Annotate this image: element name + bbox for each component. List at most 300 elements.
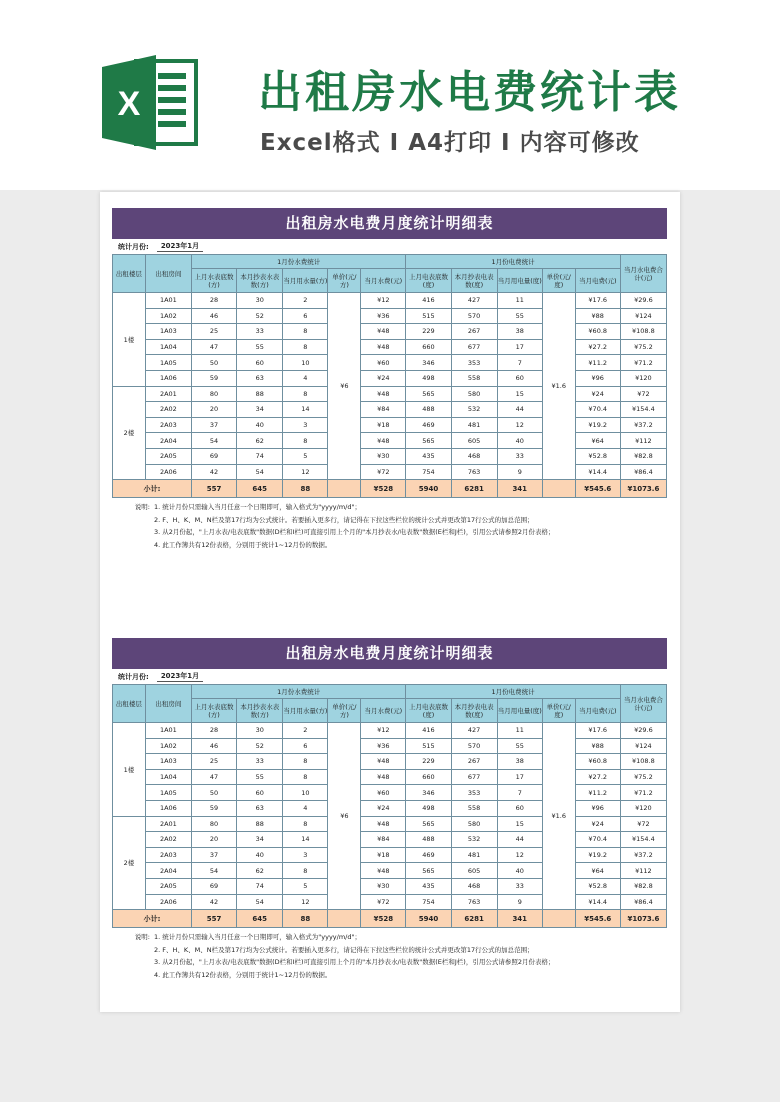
table-row <box>113 847 667 863</box>
room-cell: 2A06 <box>145 894 191 910</box>
water-used-cell: 3 <box>283 847 328 863</box>
totals-grand: ¥1073.6 <box>620 910 666 928</box>
water-cur-cell[interactable]: 52 <box>237 308 283 324</box>
elec-fee-cell: ¥60.8 <box>575 754 620 770</box>
table-row <box>113 816 667 832</box>
water-used-cell: 5 <box>283 878 328 894</box>
room-cell: 1A04 <box>145 339 191 355</box>
totals-empty <box>542 480 575 498</box>
water-used-cell: 8 <box>283 863 328 879</box>
total-cell: ¥154.4 <box>620 402 666 418</box>
header-floor: 出租楼层 <box>113 685 146 723</box>
header-water-used: 当月用水量(方) <box>283 269 328 293</box>
water-fee-cell: ¥48 <box>361 386 406 402</box>
water-used-cell: 12 <box>283 464 328 480</box>
water-cur-cell[interactable]: 52 <box>237 738 283 754</box>
water-cur-cell[interactable]: 63 <box>237 800 283 816</box>
room-cell: 2A04 <box>145 863 191 879</box>
elec-cur-cell[interactable]: 570 <box>451 308 497 324</box>
water-fee-cell: ¥48 <box>361 769 406 785</box>
water-fee-cell: ¥72 <box>361 894 406 910</box>
elec-prev-cell[interactable]: 469 <box>406 417 451 433</box>
elec-used-cell: 11 <box>497 723 542 739</box>
elec-cur-cell[interactable]: 677 <box>451 339 497 355</box>
total-cell: ¥86.4 <box>620 894 666 910</box>
notes <box>112 928 667 981</box>
header-water-fee: 当月水费(元) <box>361 269 406 293</box>
month-value[interactable]: 2023年1月 <box>157 241 203 252</box>
header-water-group: 1月份水费统计 <box>191 685 405 699</box>
total-cell: ¥112 <box>620 863 666 879</box>
total-cell: ¥120 <box>620 800 666 816</box>
water-used-cell: 8 <box>283 324 328 340</box>
room-cell: 1A01 <box>145 723 191 739</box>
sheet-banner: 出租房水电费月度统计明细表 <box>112 208 667 239</box>
note-line <box>112 931 667 944</box>
month-row <box>112 669 667 684</box>
elec-prev-cell[interactable]: 346 <box>406 785 451 801</box>
water-cur-cell[interactable]: 54 <box>237 894 283 910</box>
elec-prev-cell[interactable]: 565 <box>406 863 451 879</box>
elec-used-cell: 33 <box>497 448 542 464</box>
water-cur-cell[interactable]: 55 <box>237 339 283 355</box>
table-row <box>113 324 667 340</box>
header-water-used: 当月用水量(方) <box>283 699 328 723</box>
elec-fee-cell: ¥96 <box>575 800 620 816</box>
notes <box>112 498 667 551</box>
table-row <box>113 355 667 371</box>
elec-cur-cell[interactable]: 468 <box>451 448 497 464</box>
elec-used-cell: 40 <box>497 433 542 449</box>
elec-used-cell: 55 <box>497 738 542 754</box>
water-cur-cell[interactable]: 88 <box>237 816 283 832</box>
room-cell: 1A03 <box>145 754 191 770</box>
note-line <box>112 944 667 957</box>
total-cell: ¥71.2 <box>620 355 666 371</box>
water-prev-cell[interactable]: 54 <box>191 433 236 449</box>
floor-cell: 1楼 <box>113 293 146 387</box>
elec-fee-cell: ¥27.2 <box>575 339 620 355</box>
water-prev-cell[interactable]: 42 <box>191 894 236 910</box>
elec-prev-cell[interactable]: 498 <box>406 370 451 386</box>
header-elec-used: 当月用电量(度) <box>497 269 542 293</box>
header-elec-fee: 当月电费(元) <box>575 699 620 723</box>
elec-fee-cell: ¥52.8 <box>575 448 620 464</box>
totals-empty <box>328 480 361 498</box>
water-used-cell: 5 <box>283 448 328 464</box>
elec-prev-cell[interactable]: 229 <box>406 324 451 340</box>
elec-fee-cell: ¥11.2 <box>575 355 620 371</box>
elec-prev-cell[interactable]: 435 <box>406 448 451 464</box>
water-fee-cell: ¥12 <box>361 293 406 309</box>
header-water-fee: 当月水费(元) <box>361 699 406 723</box>
elec-fee-cell: ¥88 <box>575 738 620 754</box>
water-fee-cell: ¥48 <box>361 339 406 355</box>
elec-used-cell: 38 <box>497 754 542 770</box>
header-elec-prev: 上月电表底数(度) <box>406 699 451 723</box>
elec-prev-cell[interactable]: 469 <box>406 847 451 863</box>
elec-cur-cell[interactable]: 427 <box>451 293 497 309</box>
water-prev-cell[interactable]: 20 <box>191 832 236 848</box>
water-cur-cell[interactable]: 60 <box>237 355 283 371</box>
water-cur-cell[interactable]: 62 <box>237 863 283 879</box>
elec-prev-cell[interactable]: 346 <box>406 355 451 371</box>
header-elec-fee: 当月电费(元) <box>575 269 620 293</box>
water-fee-cell: ¥48 <box>361 324 406 340</box>
total-cell: ¥29.6 <box>620 723 666 739</box>
elec-used-cell: 9 <box>497 464 542 480</box>
totals-elec-used: 341 <box>497 480 542 498</box>
note-line <box>112 956 667 969</box>
water-fee-cell: ¥30 <box>361 448 406 464</box>
water-used-cell: 8 <box>283 769 328 785</box>
elec-price-cell[interactable]: ¥1.6 <box>542 293 575 480</box>
water-prev-cell[interactable]: 25 <box>191 324 236 340</box>
total-cell: ¥124 <box>620 738 666 754</box>
note-text: 4. 此工作簿共有12份表格，分别用于统计1~12月份的数据。 <box>154 970 332 979</box>
room-cell: 1A01 <box>145 293 191 309</box>
month-row <box>112 239 667 254</box>
note-line <box>112 526 667 539</box>
elec-used-cell: 38 <box>497 324 542 340</box>
elec-fee-cell: ¥11.2 <box>575 785 620 801</box>
elec-cur-cell[interactable]: 763 <box>451 894 497 910</box>
water-prev-cell[interactable]: 46 <box>191 738 236 754</box>
totals-label: 小计: <box>113 910 192 928</box>
elec-prev-cell[interactable]: 660 <box>406 769 451 785</box>
table-row <box>113 832 667 848</box>
table-row <box>113 863 667 879</box>
elec-fee-cell: ¥52.8 <box>575 878 620 894</box>
table-row <box>113 769 667 785</box>
water-prev-cell[interactable]: 80 <box>191 386 236 402</box>
header-room: 出租房间 <box>145 685 191 723</box>
note-line <box>112 501 667 514</box>
water-prev-cell[interactable]: 37 <box>191 847 236 863</box>
floor-cell: 2楼 <box>113 386 146 480</box>
water-fee-cell: ¥84 <box>361 832 406 848</box>
water-used-cell: 14 <box>283 832 328 848</box>
note-text: 1. 统计月份只需输入当月任意一个日期即可，输入格式为"yyyy/m/d"； <box>154 503 361 512</box>
elec-used-cell: 7 <box>497 785 542 801</box>
note-indent <box>112 969 154 982</box>
elec-fee-cell: ¥96 <box>575 370 620 386</box>
water-prev-cell[interactable]: 69 <box>191 878 236 894</box>
elec-cur-cell[interactable]: 481 <box>451 847 497 863</box>
elec-used-cell: 12 <box>497 847 542 863</box>
totals-row <box>113 480 667 498</box>
water-cur-cell[interactable]: 55 <box>237 769 283 785</box>
elec-prev-cell[interactable]: 488 <box>406 402 451 418</box>
elec-prev-cell[interactable]: 515 <box>406 308 451 324</box>
elec-prev-cell[interactable]: 660 <box>406 339 451 355</box>
water-cur-cell[interactable]: 30 <box>237 723 283 739</box>
elec-cur-cell[interactable]: 605 <box>451 863 497 879</box>
water-fee-cell: ¥72 <box>361 464 406 480</box>
water-cur-cell[interactable]: 62 <box>237 433 283 449</box>
table-row <box>113 800 667 816</box>
water-fee-cell: ¥30 <box>361 878 406 894</box>
header-water-price: 单价(元/方) <box>328 699 361 723</box>
water-used-cell: 3 <box>283 417 328 433</box>
elec-fee-cell: ¥70.4 <box>575 402 620 418</box>
water-used-cell: 6 <box>283 738 328 754</box>
room-cell: 1A03 <box>145 324 191 340</box>
water-prev-cell[interactable]: 47 <box>191 339 236 355</box>
water-fee-cell: ¥84 <box>361 402 406 418</box>
elec-cur-cell[interactable]: 677 <box>451 769 497 785</box>
elec-used-cell: 11 <box>497 293 542 309</box>
elec-cur-cell[interactable]: 267 <box>451 324 497 340</box>
elec-prev-cell[interactable]: 435 <box>406 878 451 894</box>
totals-water-cur: 645 <box>237 480 283 498</box>
elec-fee-cell: ¥64 <box>575 433 620 449</box>
note-indent <box>112 944 154 957</box>
floor-cell: 2楼 <box>113 816 146 910</box>
elec-cur-cell[interactable]: 267 <box>451 754 497 770</box>
header-elec-group: 1月份电费统计 <box>406 255 620 269</box>
elec-fee-cell: ¥17.6 <box>575 293 620 309</box>
month-label: 统计月份: <box>118 672 149 681</box>
elec-prev-cell[interactable]: 416 <box>406 723 451 739</box>
total-cell: ¥154.4 <box>620 832 666 848</box>
water-fee-cell: ¥60 <box>361 355 406 371</box>
elec-fee-cell: ¥88 <box>575 308 620 324</box>
totals-grand: ¥1073.6 <box>620 480 666 498</box>
elec-cur-cell[interactable]: 468 <box>451 878 497 894</box>
totals-row <box>113 910 667 928</box>
elec-cur-cell[interactable]: 580 <box>451 816 497 832</box>
water-price-cell[interactable]: ¥6 <box>328 723 361 910</box>
note-text: 3. 从2月份起，"上月水表/电表底数"数据(D栏和I栏)可直接引用上个月的"本月抄表水/电表数"数据(E栏和J栏)，引用公式请参照2月份表格； <box>154 958 555 967</box>
table-row <box>113 433 667 449</box>
water-used-cell: 8 <box>283 433 328 449</box>
water-used-cell: 8 <box>283 339 328 355</box>
elec-prev-cell[interactable]: 754 <box>406 464 451 480</box>
water-prev-cell[interactable]: 50 <box>191 355 236 371</box>
totals-elec-fee: ¥545.6 <box>575 480 620 498</box>
water-prev-cell[interactable]: 59 <box>191 800 236 816</box>
elec-prev-cell[interactable]: 565 <box>406 386 451 402</box>
water-prev-cell[interactable]: 46 <box>191 308 236 324</box>
note-indent <box>112 526 154 539</box>
elec-fee-cell: ¥24 <box>575 386 620 402</box>
water-prev-cell[interactable]: 37 <box>191 417 236 433</box>
water-fee-cell: ¥48 <box>361 816 406 832</box>
elec-fee-cell: ¥17.6 <box>575 723 620 739</box>
room-cell: 1A05 <box>145 355 191 371</box>
stats-table <box>112 684 667 928</box>
water-prev-cell[interactable]: 69 <box>191 448 236 464</box>
water-cur-cell[interactable]: 34 <box>237 402 283 418</box>
elec-fee-cell: ¥27.2 <box>575 769 620 785</box>
elec-prev-cell[interactable]: 565 <box>406 816 451 832</box>
water-prev-cell[interactable]: 50 <box>191 785 236 801</box>
elec-cur-cell[interactable]: 558 <box>451 800 497 816</box>
water-cur-cell[interactable]: 30 <box>237 293 283 309</box>
header-elec-group: 1月份电费统计 <box>406 685 620 699</box>
elec-fee-cell: ¥19.2 <box>575 417 620 433</box>
elec-used-cell: 9 <box>497 894 542 910</box>
water-cur-cell[interactable]: 40 <box>237 417 283 433</box>
water-cur-cell[interactable]: 34 <box>237 832 283 848</box>
water-used-cell: 8 <box>283 816 328 832</box>
elec-used-cell: 15 <box>497 386 542 402</box>
elec-used-cell: 44 <box>497 832 542 848</box>
water-prev-cell[interactable]: 25 <box>191 754 236 770</box>
elec-prev-cell[interactable]: 754 <box>406 894 451 910</box>
total-cell: ¥37.2 <box>620 847 666 863</box>
water-fee-cell: ¥48 <box>361 863 406 879</box>
water-fee-cell: ¥24 <box>361 370 406 386</box>
table-row <box>113 754 667 770</box>
elec-prev-cell[interactable]: 488 <box>406 832 451 848</box>
water-cur-cell[interactable]: 63 <box>237 370 283 386</box>
note-indent <box>112 539 154 552</box>
table-row <box>113 878 667 894</box>
header-water-prev: 上月水表底数(方) <box>191 269 236 293</box>
elec-fee-cell: ¥14.4 <box>575 464 620 480</box>
elec-cur-cell[interactable]: 481 <box>451 417 497 433</box>
water-used-cell: 4 <box>283 370 328 386</box>
room-cell: 1A06 <box>145 370 191 386</box>
month-label: 统计月份: <box>118 242 149 251</box>
total-cell: ¥82.8 <box>620 448 666 464</box>
elec-prev-cell[interactable]: 229 <box>406 754 451 770</box>
water-prev-cell[interactable]: 28 <box>191 293 236 309</box>
table-row <box>113 402 667 418</box>
sheet-bottom <box>112 638 667 981</box>
elec-price-cell[interactable]: ¥1.6 <box>542 723 575 910</box>
totals-water-fee: ¥528 <box>361 910 406 928</box>
header-elec-cur: 本月抄表电表数(度) <box>451 269 497 293</box>
water-prev-cell[interactable]: 42 <box>191 464 236 480</box>
elec-used-cell: 12 <box>497 417 542 433</box>
totals-water-fee: ¥528 <box>361 480 406 498</box>
totals-elec-prev: 5940 <box>406 910 451 928</box>
header-elec-cur: 本月抄表电表数(度) <box>451 699 497 723</box>
total-cell: ¥72 <box>620 386 666 402</box>
total-cell: ¥86.4 <box>620 464 666 480</box>
elec-prev-cell[interactable]: 498 <box>406 800 451 816</box>
elec-prev-cell[interactable]: 515 <box>406 738 451 754</box>
table-row <box>113 464 667 480</box>
total-cell: ¥108.8 <box>620 754 666 770</box>
water-cur-cell[interactable]: 88 <box>237 386 283 402</box>
svg-text:X: X <box>117 85 141 123</box>
water-used-cell: 4 <box>283 800 328 816</box>
elec-used-cell: 60 <box>497 800 542 816</box>
header-room: 出租房间 <box>145 255 191 293</box>
total-cell: ¥120 <box>620 370 666 386</box>
elec-cur-cell[interactable]: 532 <box>451 402 497 418</box>
water-used-cell: 2 <box>283 293 328 309</box>
water-prev-cell[interactable]: 20 <box>191 402 236 418</box>
total-cell: ¥37.2 <box>620 417 666 433</box>
month-value[interactable]: 2023年1月 <box>157 671 203 682</box>
water-fee-cell: ¥48 <box>361 433 406 449</box>
water-used-cell: 8 <box>283 754 328 770</box>
water-price-cell[interactable]: ¥6 <box>328 293 361 480</box>
water-used-cell: 2 <box>283 723 328 739</box>
water-cur-cell[interactable]: 54 <box>237 464 283 480</box>
elec-prev-cell[interactable]: 565 <box>406 433 451 449</box>
elec-cur-cell[interactable]: 353 <box>451 355 497 371</box>
elec-cur-cell[interactable]: 580 <box>451 386 497 402</box>
room-cell: 1A05 <box>145 785 191 801</box>
totals-water-cur: 645 <box>237 910 283 928</box>
water-fee-cell: ¥18 <box>361 417 406 433</box>
water-cur-cell[interactable]: 74 <box>237 448 283 464</box>
water-prev-cell[interactable]: 59 <box>191 370 236 386</box>
elec-used-cell: 60 <box>497 370 542 386</box>
elec-used-cell: 40 <box>497 863 542 879</box>
water-used-cell: 10 <box>283 355 328 371</box>
note-indent <box>112 514 154 527</box>
total-cell: ¥71.2 <box>620 785 666 801</box>
room-cell: 2A05 <box>145 448 191 464</box>
header-water-price: 单价(元/方) <box>328 269 361 293</box>
elec-cur-cell[interactable]: 605 <box>451 433 497 449</box>
room-cell: 1A02 <box>145 738 191 754</box>
elec-cur-cell[interactable]: 558 <box>451 370 497 386</box>
water-cur-cell[interactable]: 33 <box>237 324 283 340</box>
water-cur-cell[interactable]: 40 <box>237 847 283 863</box>
room-cell: 1A02 <box>145 308 191 324</box>
totals-water-prev: 557 <box>191 480 236 498</box>
total-cell: ¥108.8 <box>620 324 666 340</box>
elec-cur-cell[interactable]: 532 <box>451 832 497 848</box>
elec-cur-cell[interactable]: 427 <box>451 723 497 739</box>
totals-elec-fee: ¥545.6 <box>575 910 620 928</box>
elec-fee-cell: ¥64 <box>575 863 620 879</box>
water-prev-cell[interactable]: 28 <box>191 723 236 739</box>
water-used-cell: 12 <box>283 894 328 910</box>
water-prev-cell[interactable]: 80 <box>191 816 236 832</box>
totals-empty <box>542 910 575 928</box>
totals-water-used: 88 <box>283 480 328 498</box>
water-prev-cell[interactable]: 54 <box>191 863 236 879</box>
note-line <box>112 539 667 552</box>
header-water-group: 1月份水费统计 <box>191 255 405 269</box>
elec-prev-cell[interactable]: 416 <box>406 293 451 309</box>
page-subtitle: Excel格式 I A4打印 I 内容可修改 <box>260 130 640 156</box>
elec-fee-cell: ¥60.8 <box>575 324 620 340</box>
water-cur-cell[interactable]: 60 <box>237 785 283 801</box>
water-prev-cell[interactable]: 47 <box>191 769 236 785</box>
water-fee-cell: ¥36 <box>361 308 406 324</box>
header-water-cur: 本月抄表水表数(方) <box>237 269 283 293</box>
elec-cur-cell[interactable]: 570 <box>451 738 497 754</box>
water-used-cell: 8 <box>283 386 328 402</box>
room-cell: 2A01 <box>145 816 191 832</box>
water-cur-cell[interactable]: 33 <box>237 754 283 770</box>
header-floor: 出租楼层 <box>113 255 146 293</box>
water-fee-cell: ¥36 <box>361 738 406 754</box>
table-row <box>113 738 667 754</box>
total-cell: ¥75.2 <box>620 769 666 785</box>
water-cur-cell[interactable]: 74 <box>237 878 283 894</box>
page-title: 出租房水电费统计表 <box>258 67 681 118</box>
header-elec-price: 单价(元/度) <box>542 699 575 723</box>
totals-elec-prev: 5940 <box>406 480 451 498</box>
elec-cur-cell[interactable]: 763 <box>451 464 497 480</box>
total-cell: ¥75.2 <box>620 339 666 355</box>
elec-cur-cell[interactable]: 353 <box>451 785 497 801</box>
elec-used-cell: 44 <box>497 402 542 418</box>
note-text: 4. 此工作簿共有12份表格，分别用于统计1~12月份的数据。 <box>154 540 332 549</box>
note-text: 2. F、H、K、M、N栏及第17行均为公式统计。若要插入更多行，请记得在下拉这些栏位的统计公式并更改第17行公式的加总范围； <box>154 515 534 524</box>
